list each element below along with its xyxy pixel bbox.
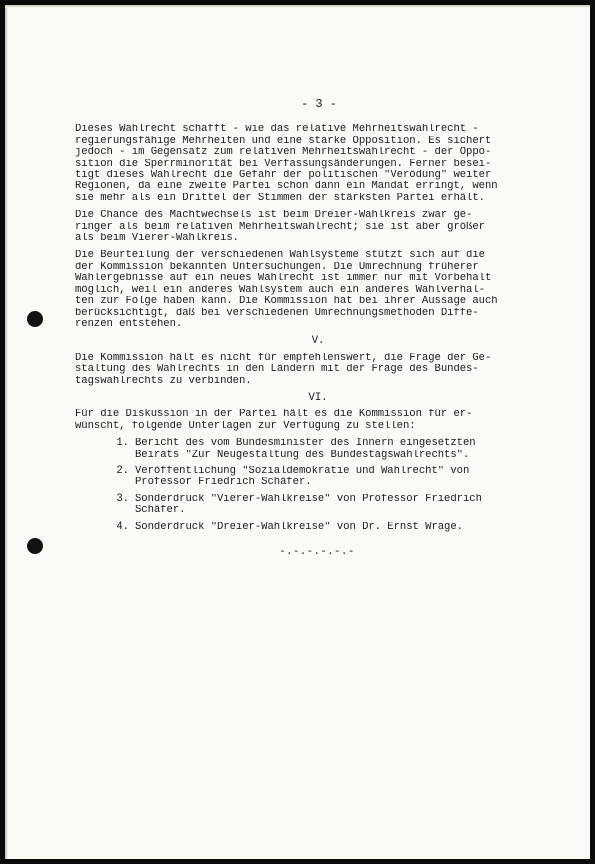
section-v-paragraph [75, 353, 553, 387]
text-line: Professor Friedrich Schäfer. [135, 477, 312, 489]
text-line: der Kommission bekannten Untersuchungen. Die Umrechnung früherer [75, 261, 479, 273]
section-heading-v: V. [311, 335, 325, 348]
list-item-number: 4. [116, 520, 129, 533]
text-line: Beirats "Zur Neugestaltung des Bundestagswahlrechts". [135, 449, 470, 461]
punch-hole-lower [27, 538, 43, 554]
page-number: - 3 - [301, 97, 337, 111]
text-line: möglich, weil ein anderes Wahlsystem auch ein anderes Wahlverhal- [75, 284, 485, 296]
text-line: tigt dieses Wahlrecht die Gefahr der politischen "Verödung" weiter [75, 170, 492, 182]
text-line: Für die Diskussion in der Partei hält es die Kommission für er- [75, 409, 473, 421]
text-line: sie mehr als ein Drittel der Stimmen der stärksten Partei erhält. [75, 192, 485, 204]
text-line: Sonderdruck "Dreier-Wahlkreise" von Dr. Ernst Wrage. [135, 521, 463, 533]
list-item-text [135, 522, 553, 533]
list-item [75, 466, 553, 489]
list-item [75, 438, 553, 461]
paragraph [75, 210, 553, 244]
text-line: ringer als beim relativen Mehrheitswahlrecht; sie ist aber größer [75, 221, 485, 233]
list-item-text [135, 438, 553, 461]
punch-hole-upper [27, 311, 43, 327]
list-item-number: 1. [116, 437, 129, 450]
document-list [75, 438, 553, 533]
text-line: Regionen, da eine zweite Partei schon dann ein Mandat erringt, wenn [75, 181, 498, 193]
paragraph [75, 124, 553, 204]
text-line: berücksichtigt, daß bei verschiedenen Umrechnungsmethoden Diffe- [75, 307, 479, 319]
intro-paragraphs [75, 124, 553, 330]
section-heading-vi: VI. [308, 391, 328, 404]
list-item-number: 2. [116, 464, 129, 477]
list-item [75, 494, 553, 517]
section-vi-paragraph [75, 409, 553, 432]
list-item-text [135, 494, 553, 517]
list-item-number: 3. [116, 492, 129, 505]
text-line: Sonderdruck "Vierer-Wahlkreise" von Professor Friedrich [135, 493, 482, 505]
text-line: renzen entstehen. [75, 318, 183, 330]
text-line: Die Kommission hält es nicht für empfehlenswert, die Frage der Ge- [75, 352, 492, 364]
text-line: Wahlergebnisse auf ein neues Wahlrecht ist immer nur mit Vorbehalt [75, 273, 492, 285]
text-line: Bericht des vom Bundesminister des Innern eingesetzten [135, 438, 476, 450]
text-line: tagswahlrechts zu verbinden. [75, 375, 252, 387]
page-edge-shadow-left [5, 5, 8, 859]
text-line: Schäfer. [135, 505, 186, 517]
text-line: Die Chance des Machtwechsels ist beim Dreier-Wahlkreis zwar ge- [75, 210, 473, 222]
text-line: Veröffentlichung "Sozialdemokratie und Wahlrecht" von [135, 465, 470, 477]
closing-mark: -.-.-.-.-.- [279, 546, 355, 558]
text-line: sition die Sperrminorität bei Verfassungsänderungen. Ferner besei- [75, 158, 492, 170]
text-line: regierungsfähige Mehrheiten und eine starke Opposition. Es sichert [75, 135, 492, 147]
text-line: Dieses Wahlrecht schafft - wie das relative Mehrheitswahlrecht - [75, 124, 479, 136]
text-line: wünscht, folgende Unterlagen zur Verfügung zu stellen: [75, 420, 416, 432]
page-edge-shadow-top [5, 5, 590, 8]
paragraph [75, 250, 553, 330]
document-page [5, 5, 590, 859]
text-line: ten zur Folge haben kann. Die Kommission hat bei ihrer Aussage auch [75, 296, 498, 308]
text-line: als beim Vierer-Wahlkreis. [75, 233, 239, 245]
list-item [75, 522, 553, 533]
text-line: staltung des Wahlrechts in den Ländern mit der Frage des Bundes- [75, 364, 479, 376]
document-body [75, 99, 553, 558]
text-line: jedoch - im Gegensatz zum relativen Mehrheitswahlrecht - der Oppo- [75, 147, 492, 159]
text-line: Die Beurteilung der verschiedenen Wahlsysteme stützt sich auf die [75, 250, 485, 262]
list-item-text [135, 466, 553, 489]
